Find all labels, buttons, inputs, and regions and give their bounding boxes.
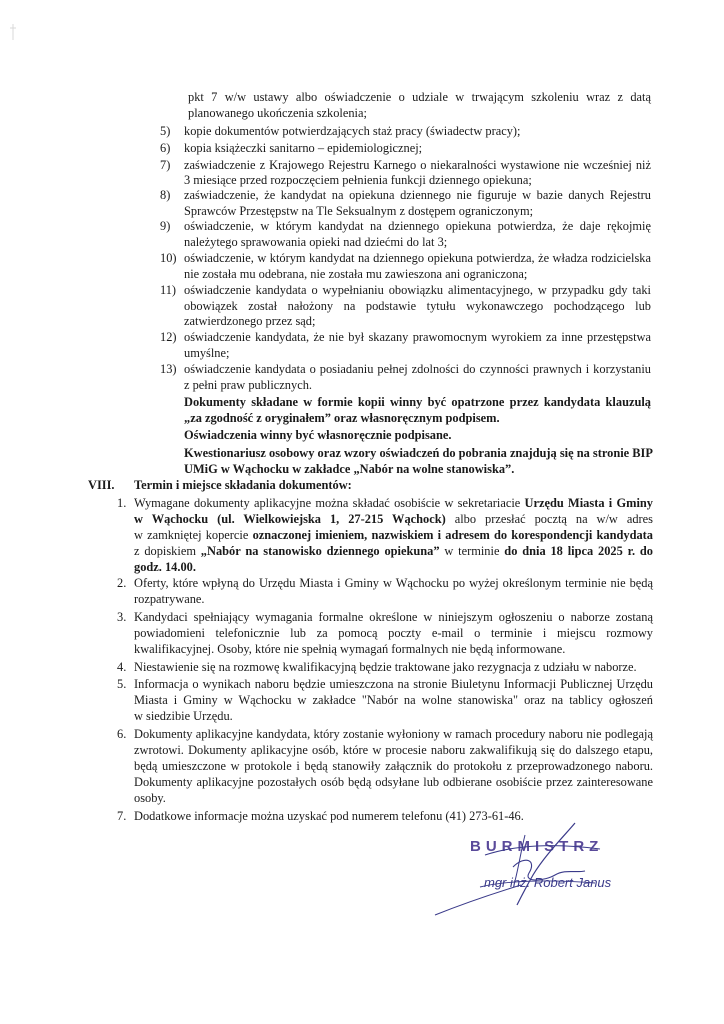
list-item-line: Niestawienie się na rozmowę kwalifikacyjną będzie traktowane jako rezygnacja z udziału w naborze. (134, 660, 637, 674)
text-run: w terminie (439, 544, 505, 558)
list-item-line: umyślne; (184, 346, 230, 360)
list-item-number: 7. (117, 809, 127, 823)
paragraph-line (134, 511, 653, 527)
section-title: Termin i miejsce składania dokumentów: (134, 478, 352, 492)
list-item-line: kopia książeczki sanitarno – epidemiologicznej; (184, 141, 423, 155)
list-item-line: rozpatrywane. (134, 592, 205, 606)
list-item-line: Dokumenty aplikacyjne kandydata, który zostanie wyłoniony w ramach procedury naboru nie podlegają (134, 727, 653, 741)
list-item-line: Kandydaci spełniający wymagania formalne określone w niniejszym ogłoszeniu o naborze zostaną (134, 610, 653, 624)
list-item-line: planowanego ukończenia szkolenia; (188, 106, 367, 120)
list-item-line: zatwierdzonego przez sąd; (184, 314, 316, 328)
list-item-line: Dokumenty aplikacyjne pozostałych osób będą odsyłane lub odbierane osobiście przez zainteresowane (134, 775, 653, 789)
list-item-line: zaświadczenie z Krajowego Rejestru Karnego o niekaralności wystawione nie wcześniej niż (184, 158, 651, 172)
list-item-line: pkt 7 w/w ustawy albo oświadczenie o udziale w trwającym szkoleniu wraz z datą (188, 90, 651, 104)
signatory-name: mgr inż. Robert Janus (484, 875, 612, 890)
list-item-line: Informacja o wynikach naboru będzie umieszczona na stronie Biuletynu Informacji Publicznej Urzędu (134, 677, 653, 691)
text-run: Wymagane dokumenty aplikacyjne można składać osobiście w sekretariacie (134, 496, 525, 510)
list-item-line: zwrotowi. Dokumenty aplikacyjne osób, które w procesie naboru zakwalifikują się do dalszego etapu, (134, 743, 653, 757)
list-item-number: 13) (160, 362, 177, 376)
paragraph-line (134, 543, 653, 559)
paragraph-line (134, 527, 653, 543)
list-item-line: zaświadczenie, że kandydat na opiekuna dziennego nie figuruje w bazie danych Rejestru (184, 188, 651, 202)
paragraph-line (134, 495, 653, 511)
list-item-number: 2. (117, 576, 127, 590)
handwritten-signature (425, 815, 625, 920)
envelope-label: „Nabór na stanowisko dziennego opiekuna” (200, 544, 440, 558)
note-line: Oświadczenia winny być własnoręcznie podpisane. (184, 428, 452, 442)
list-item-number: 1. (117, 496, 127, 510)
list-item-line: Oferty, które wpłyną do Urzędu Miasta i Gminy w Wąchocku po wyżej określonym terminie nie będą (134, 576, 653, 590)
list-item-line: kopie dokumentów potwierdzających staż pracy (świadectw pracy); (184, 124, 521, 138)
deadline-date: do dnia 18 lipca 2025 r. do (504, 544, 653, 558)
list-item-line: powiadomieni telefonicznie lub za pomocą poczty e-mail o terminie i miejscu rozmowy (134, 626, 653, 640)
list-item-number: 10) (160, 251, 177, 265)
office-address: w Wąchocku (ul. Wielkowiejska 1, 27-215 Wąchock) (134, 512, 446, 526)
list-item-line: oświadczenie, w którym kandydat na dziennego opiekuna potwierdza, że władza rodzicielska (184, 251, 651, 265)
list-item-number: 11) (160, 283, 177, 297)
text-run: w zamkniętej kopercie (134, 528, 253, 542)
list-item-line: nie została mu odebrana, nie została mu zawieszona ani ograniczona; (184, 267, 528, 281)
stamp-title: BURMISTRZ (470, 838, 604, 855)
list-item-line: osoby. (134, 791, 166, 805)
note-line: Kwestionariusz osobowy oraz wzory oświadczeń do pobrania znajdują się na stronie BIP (184, 446, 653, 460)
envelope-requirement: oznaczonej imieniem, nazwiskiem i adresem do korespondencji kandydata (252, 528, 653, 542)
list-item-line: z pełni praw publicznych. (184, 378, 312, 392)
list-item-line: Dodatkowe informacje można uzyskać pod numerem telefonu (41) 273-61-46. (134, 809, 524, 823)
list-item-number: 7) (160, 158, 171, 172)
list-item-line: w siedzibie Urzędu. (134, 709, 233, 723)
list-item-number: 9) (160, 219, 171, 233)
section-number: VIII. (88, 478, 115, 492)
list-item-line: będą umieszczone w protokole i będą stanowiły załącznik do protokołu z przeprowadzonego naboru. (134, 759, 653, 773)
text-run: z dopiskiem (134, 544, 201, 558)
note-line: UMiG w Wąchocku w zakładce „Nabór na wolne stanowiska”. (184, 462, 515, 476)
list-item-line: należytego sprawowania opieki nad dziećmi do lat 3; (184, 235, 448, 249)
list-item-number: 4. (117, 660, 127, 674)
list-item-number: 12) (160, 330, 177, 344)
deadline-time: godz. 14.00. (134, 560, 196, 574)
text-run: albo przesłać pocztą na w/w adres (445, 512, 653, 526)
note-line: Dokumenty składane w formie kopii winny być opatrzone przez kandydata klauzulą (184, 395, 651, 409)
list-item-number: 6) (160, 141, 171, 155)
list-item-line: kwalifikacyjnej. Osoby, które nie spełnią wymagań formalnych nie będą informowane. (134, 642, 566, 656)
list-item-line: oświadczenie kandydata, że nie był skazany prawomocnym wyrokiem za inne przestępstwa (184, 330, 651, 344)
list-item-line: oświadczenie, w którym kandydat na dziennego opiekuna potwierdza, że daje rękojmię (184, 219, 651, 233)
list-item-number: 3. (117, 610, 127, 624)
list-item-line: 3 miesiące przed rozpoczęciem pełnienia funkcji dziennego opiekuna; (184, 173, 532, 187)
list-item-line: Miasta i Gminy w Wąchocku w zakładce "Nabór na wolne stanowiska" oraz na tablicy ogłoszeń (134, 693, 653, 707)
list-item-number: 5. (117, 677, 127, 691)
list-item-line: oświadczenie kandydata o posiadaniu pełnej zdolności do czynności prawnych i korzystaniu (184, 362, 651, 376)
list-item-number: 6. (117, 727, 127, 741)
note-line: „za zgodność z oryginałem” oraz własnoręcznym podpisem. (184, 411, 500, 425)
list-item-number: 8) (160, 188, 171, 202)
corner-mark (8, 22, 18, 42)
list-item-line: obowiązek został nałożony na podstawie tytułu wykonawczego pochodzącego lub (184, 299, 651, 313)
list-item-number: 5) (160, 124, 171, 138)
office-name: Urzędu Miasta i Gminy (524, 496, 653, 510)
list-item-line: Sprawców Przestępstw na Tle Seksualnym z dostępem ograniczonym; (184, 204, 534, 218)
list-item-line: oświadczenie kandydata o wypełnianiu obowiązku alimentacyjnego, w przypadku gdy taki (184, 283, 651, 297)
